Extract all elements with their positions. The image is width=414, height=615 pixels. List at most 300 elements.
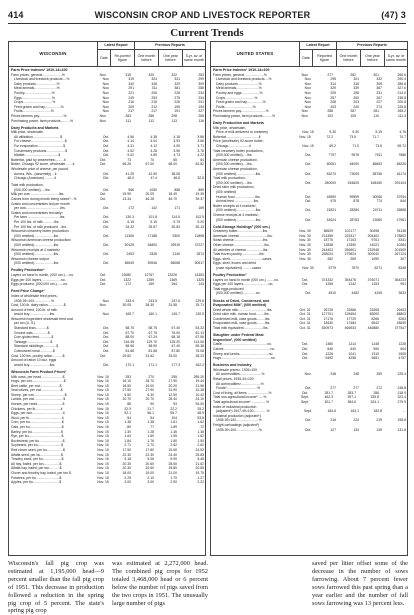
row-value: 143 bbox=[198, 282, 204, 287]
row-value: 282 bbox=[350, 72, 356, 77]
row-value: 81.68 bbox=[148, 349, 157, 354]
row-date: Oct. bbox=[99, 353, 107, 358]
row-date: Nov. 15 bbox=[97, 374, 109, 379]
row-value: 70.7 bbox=[399, 134, 406, 139]
row-date: Oct. bbox=[304, 194, 312, 199]
row-date: Nov. bbox=[99, 118, 107, 123]
row-date: Nov. bbox=[102, 81, 110, 86]
row-label: Ground oats................$ bbox=[14, 330, 50, 335]
row-value: 17961 bbox=[396, 217, 406, 222]
row-label: Hogs.....................................................no. bbox=[213, 356, 276, 361]
row-date: Nov. bbox=[102, 298, 110, 303]
row-value: 269 bbox=[350, 256, 356, 261]
col-month-before: One month before bbox=[135, 50, 159, 66]
row-value: 329 bbox=[174, 81, 180, 86]
row-value: 130.3 bbox=[125, 215, 134, 220]
row-date: Oct. bbox=[102, 206, 110, 211]
row-value: 111 bbox=[125, 118, 131, 123]
row-value: 76.00 bbox=[171, 330, 180, 335]
row-label: Dried skim milk, human food.........lbs. bbox=[213, 312, 270, 317]
row-value: 163.1 bbox=[350, 409, 359, 414]
row-label: Horses, per head...........................$ bbox=[11, 402, 65, 407]
us-region-label: UNITED STATES bbox=[211, 42, 300, 66]
row-label: Prices farmers pay..........................% bbox=[213, 109, 269, 114]
row-value: 231 bbox=[376, 90, 382, 95]
row-value: 299 bbox=[198, 77, 204, 82]
row-value: 25.83 bbox=[195, 452, 204, 457]
row-value: 245625 bbox=[347, 180, 359, 185]
row-value: 6271 bbox=[374, 265, 382, 270]
row-label: Lambs, per cwt...............................$ bbox=[11, 397, 66, 402]
row-value: 1214 bbox=[348, 342, 356, 347]
row-value: 130.9 bbox=[195, 312, 204, 317]
row-date: Nov. bbox=[304, 372, 312, 377]
row-value: 774 bbox=[376, 199, 382, 204]
row-value: 68.00 bbox=[168, 162, 177, 167]
table-row bbox=[9, 363, 205, 368]
row-label: per ton (U. S.) bbox=[14, 321, 36, 326]
row-value: 5.02 bbox=[127, 153, 134, 158]
table-row bbox=[9, 119, 205, 124]
row-value: 335.8 bbox=[370, 395, 379, 400]
row-value: .77 bbox=[149, 425, 154, 430]
row-value: 68529 bbox=[323, 229, 333, 234]
row-value: 348 bbox=[151, 81, 157, 86]
table-row bbox=[211, 428, 407, 433]
row-date: Nov. 15 bbox=[302, 130, 314, 135]
row-value: 20.85 bbox=[195, 466, 204, 471]
row-value: 224 bbox=[353, 418, 359, 423]
table-row bbox=[9, 282, 205, 287]
row-value: 103 bbox=[327, 113, 333, 118]
row-date: Nov. 30 bbox=[299, 238, 311, 243]
row-date: Nov. bbox=[301, 109, 309, 114]
row-value: 289.20 bbox=[193, 374, 204, 379]
row-label: Dried skim milk production², bbox=[213, 185, 255, 190]
row-value: 2.70 bbox=[147, 443, 154, 448]
row-value: 316 bbox=[353, 81, 359, 86]
row-value: 331 bbox=[174, 77, 180, 82]
row-label: Other cheese.................................lbs. bbox=[213, 242, 270, 247]
row-date: Nov. 15 bbox=[302, 144, 314, 148]
row-label: would buy......................lbs. bbox=[14, 362, 56, 367]
row-date: Nov. 15 bbox=[97, 429, 109, 434]
row-value: 19.00 bbox=[145, 470, 154, 475]
row-date: Nov. 15 bbox=[299, 134, 311, 139]
row-value: 253 bbox=[151, 95, 157, 100]
row-label: Eggs, shell...................................cases bbox=[213, 256, 272, 261]
row-value: 1228 bbox=[398, 342, 406, 347]
row-value: 24711 bbox=[372, 208, 382, 213]
row-label: Eggs per 100 layers.....................no. bbox=[11, 277, 66, 282]
row-value: 1153 bbox=[371, 282, 379, 287]
row-value: 72.2 bbox=[326, 134, 333, 139]
row-value: 169 bbox=[198, 206, 204, 211]
row-value: 53946 bbox=[147, 261, 157, 266]
row-value: 30056 bbox=[372, 194, 382, 199]
row-value: 878 bbox=[353, 199, 359, 204]
row-date: Nov. bbox=[99, 303, 107, 308]
row-value: .72 bbox=[199, 425, 204, 430]
row-value: 5.15 bbox=[375, 130, 382, 135]
row-label: Wisconsin receipts at 4 markets³ bbox=[11, 247, 60, 252]
row-value: 7686 bbox=[398, 153, 406, 158]
row-value: 5341 bbox=[398, 238, 406, 243]
row-value: 19.35 bbox=[195, 192, 204, 197]
table-row bbox=[9, 176, 205, 181]
row-label: (000 omitted).....................lbs. bbox=[216, 217, 262, 222]
row-value: 12.50 bbox=[168, 392, 177, 397]
row-value: 248 bbox=[353, 372, 359, 377]
row-value: 69.72 bbox=[397, 144, 406, 148]
row-value: 247.6 bbox=[171, 298, 180, 303]
row-value: 42.50 bbox=[148, 171, 157, 176]
row-value: 5.30 bbox=[352, 130, 359, 135]
row-label: (000 omitted) bbox=[216, 189, 236, 194]
row-date: Oct. 31 bbox=[299, 312, 311, 317]
row-value: 234 bbox=[198, 90, 204, 95]
row-value: 1148 bbox=[371, 342, 379, 347]
row-value: 113 bbox=[171, 118, 177, 123]
row-value: 286.8 bbox=[397, 81, 406, 86]
row-date: Oct. bbox=[301, 346, 309, 351]
row-value: 91138 bbox=[396, 229, 406, 234]
row-value: 116.45 bbox=[123, 339, 134, 344]
row-value: 298 bbox=[171, 113, 177, 118]
row-label: Business and Industry bbox=[213, 363, 252, 368]
row-value: 364223 bbox=[394, 277, 406, 282]
row-label: Index of industrial production bbox=[213, 404, 257, 409]
row-value: 50125 bbox=[124, 242, 134, 247]
row-value: 1310 bbox=[371, 351, 379, 356]
row-value: 182.8 bbox=[373, 409, 382, 414]
row-value: 1.38 bbox=[147, 420, 154, 425]
row-value: 3.76 bbox=[197, 148, 204, 153]
row-value: 5.75 bbox=[173, 220, 180, 224]
row-value: 6.30 bbox=[147, 392, 154, 397]
row-label: Dairy products......................% bbox=[216, 81, 262, 86]
row-date: Oct. bbox=[304, 162, 312, 167]
row-value: 68803 bbox=[396, 312, 406, 317]
wisconsin-region-label: WISCONSIN bbox=[9, 42, 98, 66]
article-column-1: Wisconsin's fall pig crop was estimated at 1,195,000 head—9 percent smaller than the fall pig crop of 1951. This decrease in production followed a reduction in the spring pig crop of 5 percent. The state's spring pig crop bbox=[8, 560, 104, 615]
col-reported: Reported figure bbox=[313, 50, 337, 66]
row-value: 61.13 bbox=[195, 330, 204, 335]
row-label: (000,000 omitted).....lbs. bbox=[14, 187, 51, 192]
row-label: 1935-39=100........................% bbox=[216, 418, 262, 423]
row-label: Calves born during month being raised⁴...% bbox=[11, 197, 77, 202]
row-date: Nov. bbox=[304, 100, 312, 105]
row-label: Creamery butter...........................lbs. bbox=[213, 229, 269, 234]
row-value: 17.90 bbox=[168, 379, 177, 384]
row-label: All varieties of cheese..................lbs. bbox=[213, 247, 269, 252]
row-value: 67.56 bbox=[195, 335, 204, 340]
row-date: Oct. bbox=[304, 386, 312, 391]
row-date: Nov. bbox=[304, 81, 312, 86]
row-value: 206 bbox=[151, 90, 157, 95]
row-value: 376071 bbox=[367, 277, 379, 282]
row-value: 229.8 bbox=[195, 298, 204, 303]
row-value: 305 bbox=[376, 81, 382, 86]
row-value: 323.4 bbox=[397, 395, 406, 400]
row-value: 1.50 bbox=[197, 438, 204, 443]
row-value: 60051 bbox=[326, 162, 336, 167]
row-date: Nov. 30 bbox=[299, 242, 311, 247]
row-value: 170.1 bbox=[125, 362, 134, 367]
row-label: Evaporated Milk², (000 omitted) bbox=[213, 303, 267, 308]
row-date: Oct. bbox=[102, 330, 110, 335]
row-value: 275 bbox=[174, 95, 180, 100]
row-date: Nov. bbox=[102, 100, 110, 105]
row-value: 5779 bbox=[328, 265, 336, 270]
row-value: 340 bbox=[128, 81, 134, 86]
row-value: 102.5 bbox=[195, 215, 204, 220]
row-value: 1.70 bbox=[170, 475, 177, 480]
row-value: 105 bbox=[350, 113, 356, 118]
row-value: 4.52 bbox=[127, 148, 134, 153]
row-date: Nov. bbox=[301, 72, 309, 77]
row-value: 1041 bbox=[348, 351, 356, 356]
row-value: 4.14 bbox=[127, 139, 134, 144]
row-value: 311 bbox=[151, 86, 157, 91]
row-value: 339 bbox=[353, 86, 359, 91]
row-label: Chicago .....................¢ bbox=[216, 144, 252, 148]
row-date: Oct. 31 bbox=[299, 321, 311, 326]
row-label: Cost, 100 lb. dairy ration.................$ bbox=[11, 303, 66, 308]
row-value: 19.75 bbox=[195, 470, 204, 475]
row-value: 191 bbox=[174, 109, 180, 114]
row-value: 1.80 bbox=[170, 438, 177, 443]
row-value: 168150 bbox=[370, 180, 382, 185]
row-label: Per farm ..................................lbs. bbox=[14, 215, 66, 220]
row-date: Nov. 15 bbox=[97, 452, 109, 457]
row-value: 39.37 bbox=[195, 197, 204, 202]
table-row bbox=[211, 218, 407, 223]
row-value: 5.06 bbox=[147, 457, 154, 462]
row-value: 3633 bbox=[398, 291, 406, 296]
row-value: 73.6 bbox=[375, 144, 382, 148]
row-value: 1.35 bbox=[197, 429, 204, 434]
row-value: 4.76 bbox=[399, 130, 406, 135]
wisconsin-table-body bbox=[9, 67, 205, 485]
row-value: 324.1 bbox=[370, 399, 379, 404]
row-value: 22.2 bbox=[170, 406, 177, 411]
row-label: would buy......................lbs. bbox=[14, 312, 56, 317]
row-value: 301 bbox=[353, 77, 359, 82]
row-date: Oct. bbox=[102, 362, 110, 367]
row-value: 2.90 bbox=[170, 480, 177, 485]
table-row bbox=[211, 114, 407, 119]
united-states-table bbox=[210, 41, 408, 556]
row-value: 29.71 bbox=[195, 303, 204, 308]
row-date: Nov. 15 bbox=[97, 425, 109, 430]
row-value: 203 bbox=[330, 104, 336, 109]
row-value: 14353 bbox=[194, 273, 204, 278]
row-value: 265.6 bbox=[397, 72, 406, 77]
row-value: 267124 bbox=[394, 252, 406, 257]
row-label: Barley, per bu...............................$ bbox=[11, 429, 63, 434]
row-value: 59599 bbox=[349, 194, 359, 199]
col-year-before: One year before bbox=[361, 50, 385, 66]
row-value: 19.00 bbox=[145, 383, 154, 388]
row-label: Butterfat...................................¢ bbox=[213, 134, 261, 139]
row-value: 25868 bbox=[396, 208, 406, 213]
row-date: Oct. bbox=[304, 199, 312, 204]
row-value: 198 bbox=[353, 90, 359, 95]
row-date: Nov. 15 bbox=[97, 406, 109, 411]
row-label: Standard bran............$ bbox=[14, 326, 49, 331]
row-value: 249 bbox=[128, 95, 134, 100]
row-label: Total non-agricultural income⁵ .....% bbox=[213, 395, 267, 400]
row-value: 315 bbox=[125, 72, 131, 77]
row-value: 73.5 bbox=[349, 134, 356, 139]
row-value: 22.9 bbox=[124, 406, 131, 411]
row-value: 55.7 bbox=[170, 411, 177, 416]
row-label: Rye, per bu...................................$ bbox=[11, 434, 64, 439]
row-label: For evaporation...........................$ bbox=[14, 144, 66, 148]
row-value: 1505 bbox=[398, 351, 406, 356]
row-value: 859 bbox=[198, 187, 204, 192]
row-value: 1285 bbox=[325, 282, 333, 287]
row-value: 1242 bbox=[348, 282, 356, 287]
row-value: 18649 bbox=[396, 321, 406, 326]
row-label: Total frozen poultry...................lbs. bbox=[213, 252, 265, 257]
row-value: 93 bbox=[173, 402, 177, 407]
row-value: 277 bbox=[353, 386, 359, 391]
row-value: 4345 bbox=[374, 291, 382, 296]
row-value: 198.8 bbox=[397, 418, 406, 423]
row-value: 10284 bbox=[396, 242, 406, 247]
row-value: 2.22 bbox=[197, 480, 204, 485]
row-value: 171.1 bbox=[148, 362, 157, 367]
row-date: Oct. bbox=[304, 208, 312, 213]
row-date: Oct. bbox=[102, 187, 110, 192]
row-value: 295 bbox=[171, 374, 177, 379]
row-value: 20.30 bbox=[122, 461, 131, 466]
row-date: Nov. 15 bbox=[97, 438, 109, 443]
row-value: 332 bbox=[376, 77, 382, 82]
row-value: 1226 bbox=[325, 351, 333, 356]
row-value: 1.36 bbox=[170, 429, 177, 434]
row-value: 5.20 bbox=[197, 220, 204, 224]
row-value: 56549 bbox=[124, 261, 134, 266]
row-label: Dairy Products and Markets bbox=[11, 125, 59, 130]
row-label: Poultry Production¹ bbox=[11, 268, 45, 273]
row-value: 450973 bbox=[321, 326, 333, 331]
row-value: 1.64 bbox=[124, 434, 131, 439]
row-value: 101.8 bbox=[148, 215, 157, 220]
row-date: Oct. bbox=[102, 144, 110, 148]
row-label: Stocks of Dried, Condensed, and bbox=[213, 298, 270, 303]
row-value: 205 bbox=[330, 90, 336, 95]
row-label: Cost, 100 lbs. poultry ration...........$ bbox=[11, 353, 65, 358]
row-label: Wholesale prices², 1926=100 bbox=[213, 367, 258, 372]
row-value: 30.05 bbox=[122, 303, 131, 308]
row-value: 41.29 bbox=[125, 171, 134, 176]
row-date: Nov. 15 bbox=[97, 415, 109, 420]
wisconsin-table bbox=[8, 41, 206, 556]
row-label: Cost of living, all items ......................% bbox=[213, 390, 272, 395]
row-value: 23308 bbox=[369, 307, 379, 312]
row-date: Nov. 15 bbox=[97, 388, 109, 393]
row-label: Standard middlings..............$ bbox=[14, 344, 59, 349]
row-label: Butter receipts at 4 markets³, bbox=[213, 203, 257, 208]
row-value: 1.27 bbox=[197, 475, 204, 480]
row-value: 1.84 bbox=[124, 438, 131, 443]
row-value: 1.38 bbox=[124, 420, 131, 425]
row-label: Soybeans, per bu.........................$ bbox=[11, 443, 64, 448]
row-value: 28284 bbox=[349, 208, 359, 213]
row-value: 966 bbox=[128, 187, 134, 192]
row-value: 63270 bbox=[326, 171, 336, 176]
row-value: 5651 bbox=[371, 356, 379, 361]
row-date: Nov. bbox=[102, 104, 110, 109]
row-date: Oct. bbox=[99, 197, 107, 202]
row-value: 64000 bbox=[349, 162, 359, 167]
row-value: 27.90 bbox=[145, 388, 154, 393]
row-value: 2.62 bbox=[197, 443, 204, 448]
row-date: Nov. 15 bbox=[97, 392, 109, 397]
row-label: Grains and concentrates fed daily¹ bbox=[11, 210, 63, 215]
row-label: Purchasing power, farm products..........% bbox=[11, 118, 73, 123]
row-value: 29919 bbox=[170, 242, 180, 247]
row-value: 287 bbox=[350, 109, 356, 114]
row-date: Oct. bbox=[102, 215, 110, 220]
row-value: 3.96 bbox=[173, 148, 180, 153]
row-date: Oct. bbox=[102, 224, 110, 229]
table-row bbox=[9, 480, 205, 485]
row-date: Oct. bbox=[102, 153, 110, 158]
row-value: 279.9 bbox=[397, 399, 406, 404]
row-value: 1325 bbox=[196, 277, 204, 282]
row-value: 354476 bbox=[344, 277, 356, 282]
row-value: 149.7 bbox=[171, 312, 180, 317]
publication-title: WISCONSIN CROP AND LIVESTOCK REPORTER bbox=[94, 10, 311, 20]
row-value: 248 bbox=[330, 372, 336, 377]
row-label: Meat animals........................% bbox=[216, 86, 262, 91]
row-label: Clover and timothy hay, baled, per ton $ bbox=[11, 470, 71, 475]
row-date: Oct. bbox=[102, 349, 110, 354]
row-value: 238.8 bbox=[397, 95, 406, 100]
row-value: 20.30 bbox=[122, 466, 131, 471]
row-label: Calves..................................................no. bbox=[213, 346, 276, 351]
row-value: 4.56 bbox=[127, 134, 134, 139]
row-value: 2.62 bbox=[170, 443, 177, 448]
row-label: Price (wholesale) 92-score butter, bbox=[213, 139, 264, 144]
row-value: 128454 bbox=[344, 312, 356, 317]
row-value: 279624 bbox=[344, 252, 356, 257]
row-label: Livestock and livestock products....% bbox=[216, 77, 272, 82]
row-value: 9761 bbox=[371, 238, 379, 243]
row-value: 2.10 bbox=[147, 475, 154, 480]
row-value: 286 bbox=[148, 113, 154, 118]
row-value: 216 bbox=[330, 418, 336, 423]
row-value: 320 bbox=[148, 72, 154, 77]
row-value: ... bbox=[403, 409, 406, 414]
us-table-header bbox=[211, 42, 407, 67]
row-value: 58756 bbox=[372, 171, 382, 176]
row-date: Nov. 15 bbox=[97, 461, 109, 466]
row-value: 327.6 bbox=[397, 86, 406, 91]
row-value: 38.08 bbox=[171, 171, 180, 176]
row-value: 31.58 bbox=[168, 303, 177, 308]
row-label: Eggs................................% bbox=[14, 95, 55, 100]
row-value: 65226 bbox=[396, 162, 406, 167]
row-label: Total milk production², bbox=[213, 176, 246, 181]
row-value: 233.4 bbox=[125, 298, 134, 303]
row-value: 48.9 bbox=[197, 411, 204, 416]
row-value: 201509 bbox=[394, 247, 406, 252]
